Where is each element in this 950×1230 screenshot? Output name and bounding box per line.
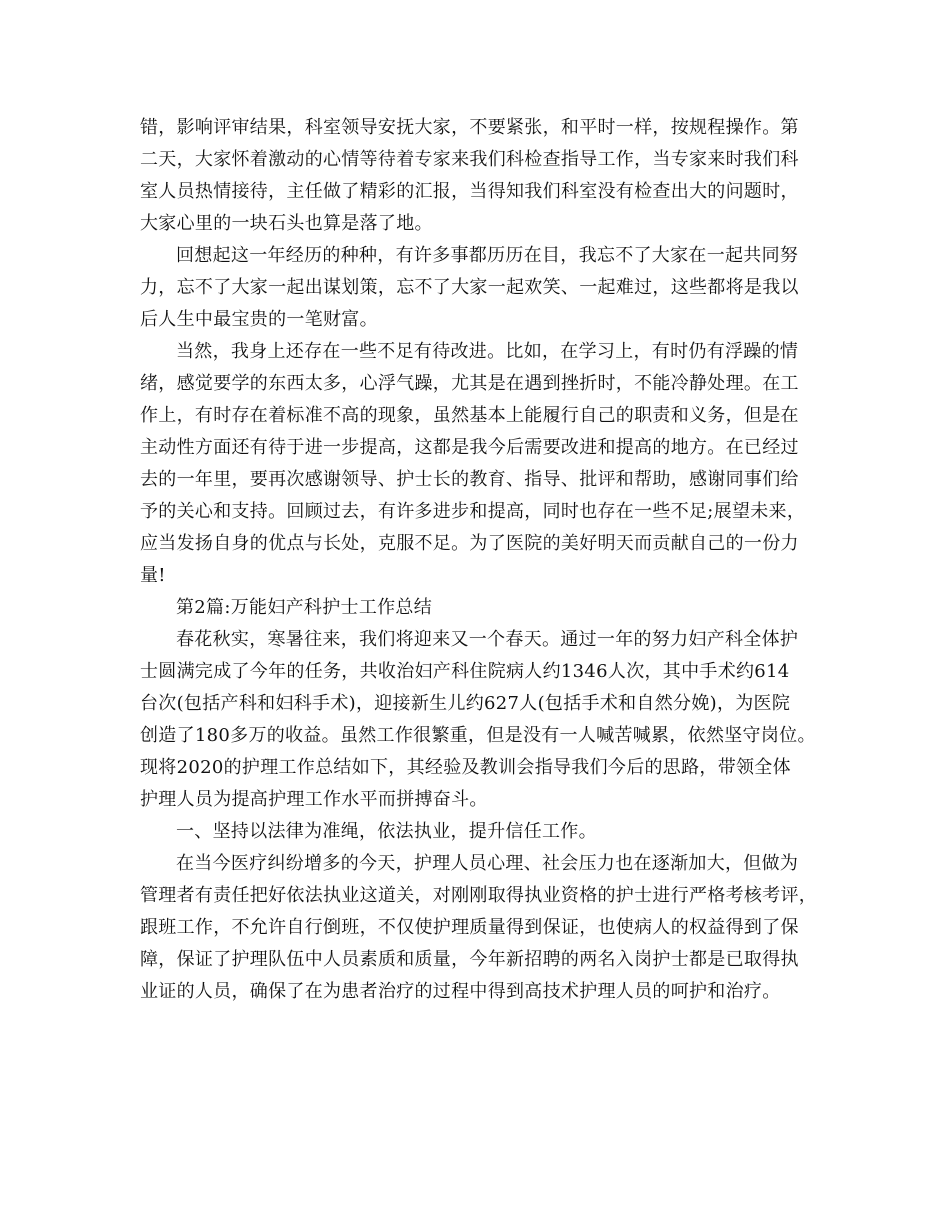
text-line: 力，忘不了大家一起出谋划策，忘不了大家一起欢笑、一起难过，这些都将是我以 <box>140 277 799 298</box>
text-line: 绪，感觉要学的东西太多，心浮气躁，尤其是在遇到挫折时，不能冷静处理。在工 <box>140 373 799 394</box>
text-line: 在当今医疗纠纷增多的今天，护理人员心理、社会压力也在逐渐加大，但做为 <box>176 853 799 874</box>
text-line: 跟班工作，不允许自行倒班，不仅使护理质量得到保证，也使病人的权益得到了保 <box>140 917 799 938</box>
text-line: 予的关心和支持。回顾过去，有许多进步和提高，同时也存在一些不足;展望未来， <box>140 501 806 522</box>
text-line: 量! <box>140 565 166 586</box>
text-line: 回想起这一年经历的种种，有许多事都历历在目，我忘不了大家在一起共同努 <box>176 245 799 266</box>
text-line: 室人员热情接待，主任做了精彩的汇报，当得知我们科室没有检查出大的问题时， <box>140 181 799 202</box>
text-line: 护理人员为提高护理工作水平而拼搏奋斗。 <box>140 789 488 810</box>
text-line: 大家心里的一块石头也算是落了地。 <box>140 213 433 234</box>
text-line: 士圆满完成了今年的任务，共收治妇产科住院病人约1346人次，其中手术约614 <box>140 661 790 682</box>
text-line: 错，影响评审结果，科室领导安抚大家，不要紧张，和平时一样，按规程操作。第 <box>140 117 799 138</box>
text-line: 现将2020的护理工作总结如下，其经验及教训会指导我们今后的思路，带领全体 <box>140 757 791 778</box>
document-body <box>140 112 820 1008</box>
text-line: 应当发扬自身的优点与长处，克服不足。为了医院的美好明天而贡献自己的一份力 <box>140 533 799 554</box>
text-line: 二天，大家怀着激动的心情等待着专家来我们科检查指导工作，当专家来时我们科 <box>140 149 799 170</box>
text-line: 障，保证了护理队伍中人员素质和质量，今年新招聘的两名入岗护士都是已取得执 <box>140 949 799 970</box>
text-line: 台次(包括产科和妇科手术)，迎接新生儿约627人(包括手术和自然分娩)，为医院 <box>140 693 791 714</box>
text-line: 一、坚持以法律为准绳，依法执业，提升信任工作。 <box>176 821 597 842</box>
text-line: 第2篇:万能妇产科护士工作总结 <box>176 597 433 618</box>
text-line: 春花秋实，寒暑往来，我们将迎来又一个春天。通过一年的努力妇产科全体护 <box>176 629 799 650</box>
text-line: 管理者有责任把好依法执业这道关，对刚刚取得执业资格的护士进行严格考核考评， <box>140 885 818 906</box>
text-line: 作上，有时存在着标准不高的现象，虽然基本上能履行自己的职责和义务，但是在 <box>140 405 799 426</box>
text-line: 业证的人员，确保了在为患者治疗的过程中得到高技术护理人员的呵护和治疗。 <box>140 981 781 1002</box>
text-line: 后人生中最宝贵的一笔财富。 <box>140 309 378 330</box>
text-line: 当然，我身上还存在一些不足有待改进。比如，在学习上，有时仍有浮躁的情 <box>176 341 799 362</box>
text-line: 主动性方面还有待于进一步提高，这都是我今后需要改进和提高的地方。在已经过 <box>140 437 799 458</box>
text-line: 去的一年里，要再次感谢领导、护士长的教育、指导、批评和帮助，感谢同事们给 <box>140 469 799 490</box>
text-line: 创造了180多万的收益。虽然工作很繁重，但是没有一人喊苦喊累，依然坚守岗位。 <box>140 725 816 746</box>
